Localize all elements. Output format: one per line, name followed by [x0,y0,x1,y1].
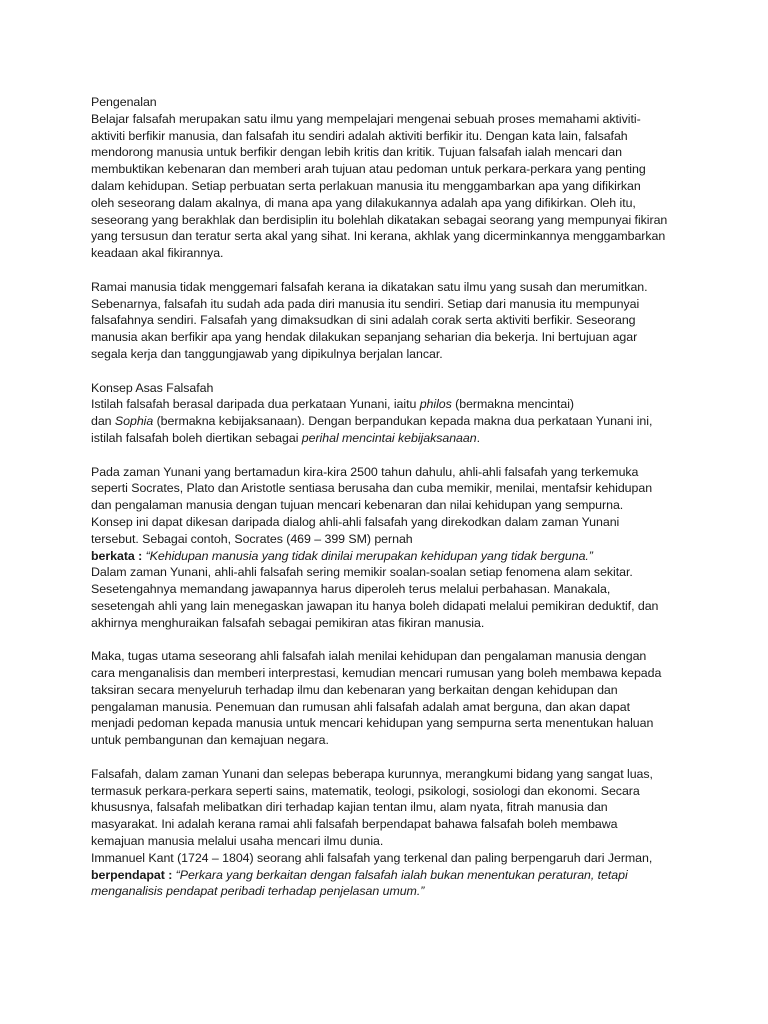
quote-line [91,883,691,900]
section-tugas-utama [91,648,691,749]
paragraph-line: Dalam zaman Yunani, ahli-ahli falsafah sering memikir soalan-soalan setiap fenomena alam sekitar. [91,565,633,580]
italic-term: perihal mencintai kebijaksanaan [301,430,477,445]
paragraph-line: Maka, tugas utama seseorang ahli falsafah ialah menilai kehidupan dan pengalaman manusia dengan [91,649,647,664]
socrates-quote: “Kehidupan manusia yang tidak dinilai merupakan kehidupan yang tidak berguna.” [145,548,593,563]
paragraph-gap [91,363,691,380]
paragraph-line: oleh seseorang dalam akalnya, di mana apa yang dilakukannya adalah apa yang difikirkan. Oleh itu, [91,195,636,210]
paragraph-line: masyarakat. Ini adalah kerana ramai ahli falsafah berpendapat bahawa falsafah boleh membawa [91,817,618,832]
quote-label: berkata : [91,548,146,563]
paragraph-line: segala kerja dan tanggungjawab yang dipikulnya berjalan lancar. [91,346,443,361]
section-ramai-manusia [91,279,691,363]
paragraph-line: yang tersusun dan teratur serta akal yang sihat. Ini kerana, akhlak yang dicerminkannya menggambarkan [91,229,666,244]
paragraph-line: Belajar falsafah merupakan satu ilmu yang mempelajari mengenai sebuah proses memahami aktiviti- [91,111,641,126]
paragraph-line: tersebut. Sebagai contoh, Socrates (469 – 399 SM) pernah [91,531,413,546]
paragraph-line: manusia akan berfikir apa yang hendak dilakukan sepanjang seharian dia bekerja. Ini bertujuan agar [91,330,638,345]
paragraph-line: aktiviti berfikir manusia, dan falsafah itu sendiri adalah aktiviti berfikir itu. Dengan kata lain, falsafah [91,128,628,143]
italic-term: Sophia [114,414,154,429]
paragraph-line: Sesetengahnya memandang jawapannya harus diperoleh terus melalui perbahasan. Manakala, [91,582,611,597]
paragraph-line [91,396,691,413]
text-run: (bermakna kebijaksanaan). Dengan berpandukan kepada makna dua perkataan Yunani ini, [153,414,653,429]
paragraph-line: cara menganalisis dan memberi interprestasi, kemudian mencari rumusan yang boleh membawa kepada [91,666,662,681]
quote-label: berpendapat : [91,867,176,882]
section-heading: Pengenalan [91,95,157,109]
text-run: dan [91,414,115,429]
paragraph-line: Immanuel Kant (1724 – 1804) seorang ahli falsafah yang terkenal dan paling berpengaruh dari Jerman, [91,850,653,865]
paragraph-line: seseorang yang berakhlak dan berdisiplin itu bolehlah dikatakan sebagai seorang yang mempunyai fikiran [91,212,668,227]
paragraph-line: pengalaman manusia. Penemuan dan rumusan ahli falsafah adalah amat berguna, dan akan dapat [91,699,631,714]
paragraph-line: falsafahnya sendiri. Falsafah yang dimaksudkan di sini adalah corak serta aktiviti berfikir. Seseorang [91,313,636,328]
paragraph-line: khususnya, falsafah melibatkan diri terhadap kajian tentan ilmu, alam nyata, fitrah manusia dan [91,800,608,815]
section-heading: Konsep Asas Falsafah [91,380,214,395]
quote-line [91,867,691,884]
paragraph-line: untuk pembangunan dan kemajuan negara. [91,733,329,748]
paragraph-line: kemajuan manusia melalui usaha mencari ilmu dunia. [91,834,384,849]
paragraph-gap [91,632,691,649]
document-page [91,94,691,900]
paragraph-line: dan pengalaman manusia dengan tujuan mencari kebenaran dan nilai kehidupan yang sempurna. [91,498,624,513]
paragraph-line: sesetengah ahli yang lain menegaskan jawapan itu hanya boleh didapati melalui pemikiran deduktif, dan [91,598,659,613]
paragraph-line: Ramai manusia tidak menggemari falsafah kerana ia dikatakan satu ilmu yang susah dan merumitkan. [91,279,648,294]
section-zaman-yunani [91,464,691,632]
quote-line [91,548,691,565]
paragraph-gap [91,447,691,464]
italic-term: philos [419,397,452,412]
paragraph-line: membuktikan kebenaran dan memberi arah tujuan atau pedoman untuk perkara-perkara yang penting [91,162,646,177]
text-run: Istilah falsafah berasal daripada dua perkataan Yunani, iaitu [91,397,420,412]
paragraph-line: dalam kehidupan. Setiap perbuatan serta perlakuan manusia itu menggambarkan apa yang difikirkan [91,178,641,193]
paragraph-line [91,430,691,447]
paragraph-line: seperti Socrates, Plato dan Aristotle sentiasa berusaha dan cuba memikir, menilai, mentafsir kehidupan [91,481,653,496]
paragraph-gap [91,262,691,279]
paragraph-line: Konsep ini dapat dikesan daripada dialog ahli-ahli falsafah yang direkodkan dalam zaman Yunani [91,514,620,529]
paragraph-line: Sebenarnya, falsafah itu sudah ada pada diri manusia itu sendiri. Setiap dari manusia itu mempunyai [91,296,640,311]
paragraph-line: keadaan akal fikirannya. [91,246,224,261]
paragraph-line: menjadi pedoman kepada manusia untuk mencari kehidupan yang sempurna serta menentukan haluan [91,716,654,731]
paragraph-line: termasuk perkara-perkara seperti sains, matematik, teologi, psikologi, sosiologi dan ekonomi. Secara [91,783,640,798]
text-run: . [476,430,480,445]
section-konsep-asas [91,380,691,447]
kant-quote: “Perkara yang berkaitan dengan falsafah ialah bukan menentukan peraturan, tetapi [175,867,628,882]
text-run: istilah falsafah boleh diertikan sebagai [91,430,302,445]
paragraph-line: Pada zaman Yunani yang bertamadun kira-kira 2500 tahun dahulu, ahli-ahli falsafah yang terkemuka [91,464,639,479]
section-bidang-falsafah [91,766,691,900]
paragraph-gap [91,749,691,766]
kant-quote: menganalisis pendapat peribadi terhadap penjelasan umum.” [91,884,425,899]
paragraph-line: mendorong manusia untuk berfikir dengan lebih kritis dan kritik. Tujuan falsafah ialah mencari dan [91,145,622,160]
section-pengenalan [91,94,691,262]
paragraph-line: Falsafah, dalam zaman Yunani dan selepas beberapa kurunnya, merangkumi bidang yang sangat luas, [91,766,653,781]
paragraph-line [91,413,691,430]
paragraph-line: akhirnya menghuraikan falsafah sebagai pemikiran atas fikiran manusia. [91,615,485,630]
paragraph-line: taksiran secara menyeluruh terhadap ilmu dan kebenaran yang berkaitan dengan kehidupan dan [91,682,618,697]
text-run: (bermakna mencintai) [451,397,574,412]
